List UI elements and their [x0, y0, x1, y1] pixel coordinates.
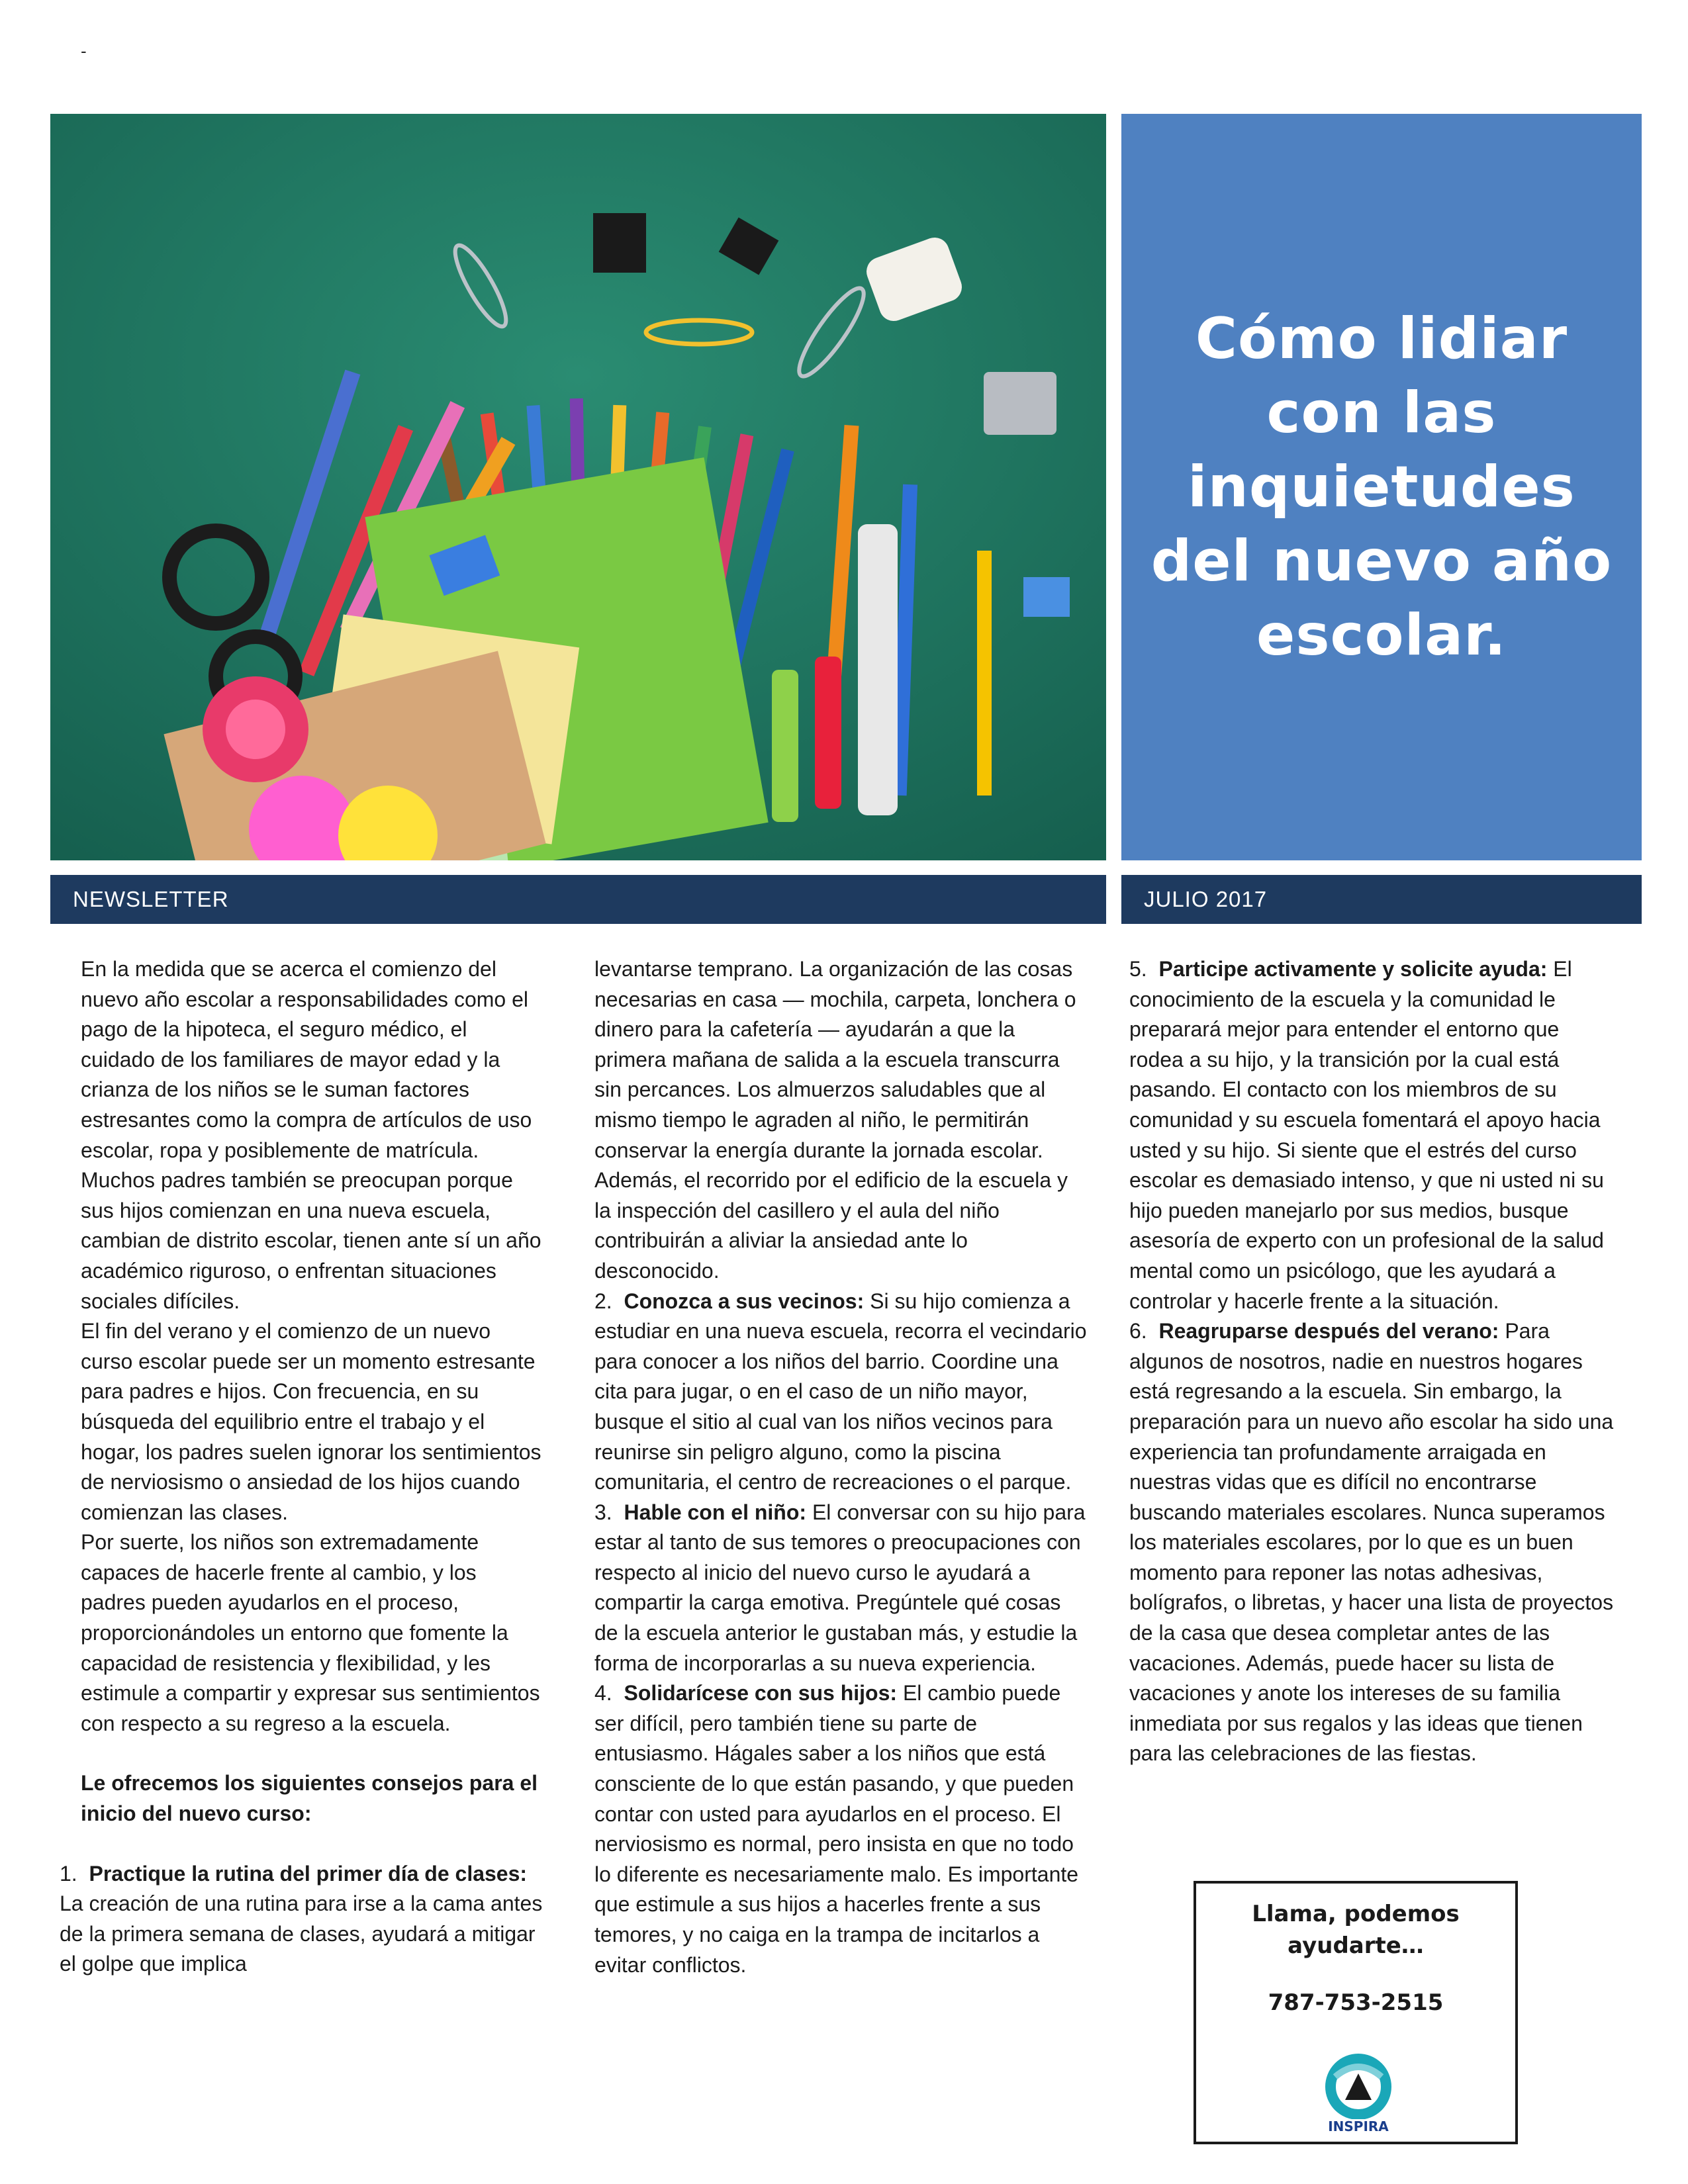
tip-number: 2. [594, 1289, 612, 1313]
tip-1 [60, 1859, 544, 1979]
call-to-action [1196, 1898, 1515, 1962]
paragraph: levantarse temprano. La organización de las cosas necesarias en casa — mochila, carpeta, lonchera o dinero para la cafetería — ayudarán a que la primera mañana de salida a la escuela transcurra sin percances. Los almuerzos saludables que al mismo tiempo le agraden al niño, le permitirán conservar la energía durante la jornada escolar. Además, el recorrido por el edificio de la escuela y la inspección del casillero y el aula del niño contribuirán a aliviar la ansiedad ante lo desconocido. [594, 957, 1076, 1283]
tip-number: 6. [1129, 1319, 1147, 1343]
tip-number: 3. [594, 1500, 612, 1524]
school-supplies-photo [50, 114, 1106, 860]
tip-number: 1. [60, 1861, 77, 1886]
issue-date: JULIO 2017 [1144, 887, 1268, 911]
tip-title: Hable con el niño: [624, 1500, 807, 1524]
tips-intro: Le ofrecemos los siguientes consejos para el inicio del nuevo curso: [81, 1771, 538, 1826]
paragraph: El fin del verano y el comienzo de un nuevo curso escolar puede ser un momento estresante para padres e hijos. Con frecuencia, en su búsqueda del equilibrio entre el trabajo y el hogar, los padres suelen ignorar los sentimientos de nerviosismo o ansiedad de los hijos cuando comienzan las clases. [81, 1319, 541, 1524]
tip-number: 4. [594, 1681, 612, 1706]
tip-text: La creación de una rutina para irse a la cama antes de la primera semana de clases, ayudará a mitigar el golpe que implica [60, 1891, 543, 1976]
tip-title: Solidarícese con sus hijos: [624, 1681, 898, 1706]
tip-4 [594, 1678, 1088, 1980]
tip-title: Reagruparse después del verano: [1158, 1319, 1499, 1343]
tip-text: El conversar con su hijo para estar al tanto de sus temores o preocupaciones con respecto al inicio del nuevo curso le ayudará a compartir la carga emotiva. Pregúntele qué cosas de la escuela anterior le gustaban más, y estudie la forma de incorporarlas a su nueva experiencia. [594, 1500, 1086, 1675]
newsletter-title: Cómo lidiar con las inquietudes del nuevo año escolar. [1150, 306, 1613, 668]
article-column-2 [594, 954, 1088, 1980]
tip-title: Practique la rutina del primer día de clases: [89, 1861, 528, 1886]
article-column-1 [60, 954, 544, 1979]
tip-5 [1129, 954, 1619, 1316]
tip-number: 5. [1129, 957, 1147, 981]
tip-6 [1129, 1316, 1619, 1769]
date-banner [1121, 875, 1642, 924]
header-mark: - [81, 41, 87, 61]
logo-wordmark: INSPIRA [1328, 2118, 1389, 2134]
tip-2 [594, 1287, 1088, 1498]
newsletter-label: NEWSLETTER [73, 887, 229, 911]
phone-number[interactable]: 787-753-2515 [1268, 1989, 1444, 2016]
paragraph: En la medida que se acerca el comienzo del nuevo año escolar a responsabilidades como el pago de la hipoteca, el seguro médico, el cuidado de los familiares de mayor edad y la crianza de los niños se le suman factores estresantes como la compra de artículos de uso escolar, ropa y posiblemente de matrícula. Muchos padres también se preocupan porque sus hijos comienzan en una nueva escuela, cambian de distrito escolar, tienen ante sí un año académico riguroso, o enfrentan situaciones sociales difíciles. [81, 957, 541, 1313]
tip-text: El conocimiento de la escuela y la comunidad le preparará mejor para entender el entorno que rodea a su hijo, y la transición por la cual está pasando. El contacto con los miembros de su comunidad y su escuela fomentará el apoyo hacia usted y su hijo. Si siente que el estrés del curso escolar es demasiado intenso, y que ni usted ni su hijo pueden manejarlo por sus medios, busque asesoría de experto con un profesional de la salud mental como un psicólogo, que les ayudará a controlar y hacerle frente a la situación. [1129, 957, 1604, 1313]
tip-title: Participe activamente y solicite ayuda: [1158, 957, 1548, 981]
call-line-2: ayudarte… [1288, 1933, 1424, 1959]
call-line-1: Llama, podemos [1252, 1901, 1460, 1927]
paragraph: Por suerte, los niños son extremadamente capaces de hacerle frente al cambio, y los padres pueden ayudarlos en el proceso, proporcionándoles un entorno que fomente la capacidad de resistencia y flexibilidad, y les estimule a compartir y expresar sus sentimientos con respecto a su regreso a la escuela. [81, 1530, 540, 1735]
newsletter-banner [50, 875, 1106, 924]
tip-text: El cambio puede ser difícil, pero también tiene su parte de entusiasmo. Hágales saber a los niños que está consciente de lo que están pasando, y que pueden contar con usted para ayudarlos en el proceso. El nerviosismo es normal, pero insista en que no todo lo diferente es necesariamente malo. Es importante que estimule a sus hijos a hacerles frente a sus temores, y no caiga en la trampa de incitarlos a evitar conflictos. [594, 1681, 1079, 1977]
inspira-logo [1309, 2050, 1408, 2136]
tip-3 [594, 1498, 1088, 1679]
tip-title: Conozca a sus vecinos: [624, 1289, 865, 1313]
contact-box [1194, 1881, 1518, 2144]
school-supplies-illustration [50, 114, 1106, 860]
tip-text: Si su hijo comienza a estudiar en una nueva escuela, recorra el vecindario para conocer a los niños del barrio. Coordine una cita para jugar, o en el caso de un niño mayor, busque el sitio al cual van los niños vecinos para reunirse sin peligro alguno, como la piscina comunitaria, el centro de recreaciones o el parque. [594, 1289, 1087, 1494]
title-panel [1121, 114, 1642, 860]
tip-text: Para algunos de nosotros, nadie en nuestros hogares está regresando a la escuela. Sin embargo, la preparación para un nuevo año escolar ha sido una experiencia tan profundamente arraigada en nuestras vidas que es difícil no encontrarse buscando materiales escolares. Nunca superamos los materiales escolares, por lo que es un buen momento para reponer las notas adhesivas, bolígrafos, o libretas, y hacer una lista de proyectos de la casa que desea completar antes de las vacaciones. Además, puede hacer su lista de vacaciones y anote los intereses de su familia inmediata por sus regalos y las ideas que tienen para las celebraciones de las fiestas. [1129, 1319, 1614, 1766]
article-column-3 [1129, 954, 1619, 1769]
